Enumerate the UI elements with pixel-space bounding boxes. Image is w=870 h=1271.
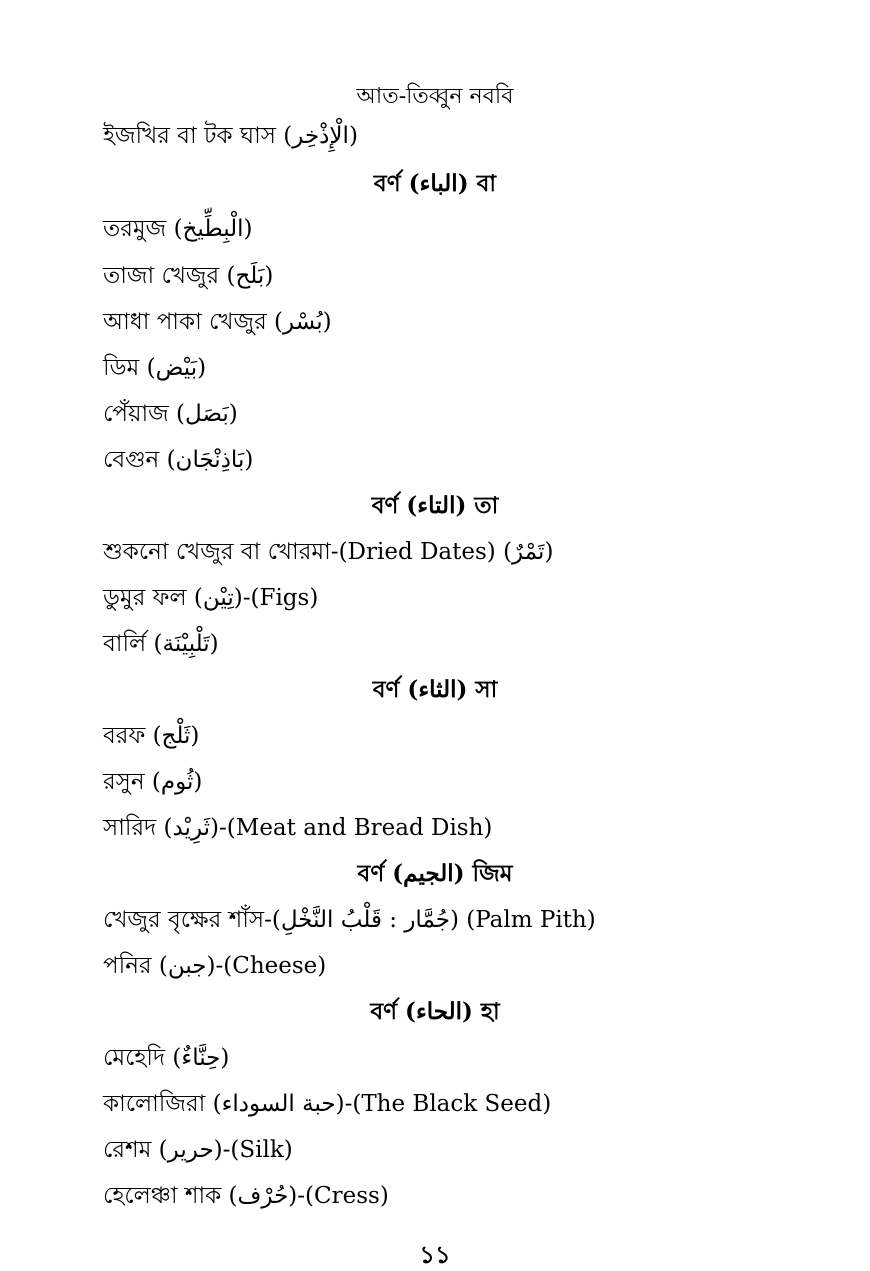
entry-ice: বরফ (ثَلْج) [103,723,200,749]
running-header-title: আত-তিব্বুন নববি [356,84,514,109]
section-heading-tha: বর্ণ (الثاء) সা [372,676,498,703]
entry-watermelon: তরমুজ (الْبِطِّيخ) [103,216,253,242]
entry-henna: মেহেদি (حِنَّاءٌ) [103,1045,230,1071]
entry-onion: পেঁয়াজ (بَصَل) [103,401,238,427]
entry-half-ripe-dates: আধা পাকা খেজুর (بُسْر) [103,309,332,335]
entry-barley: বার্লি (تَلْبِيْنَة) [103,631,219,657]
entry-cress: হেলেঞ্চা শাক (حُرْف)-(Cress) [103,1183,389,1209]
entry-cheese: পনির (جبن)-(Cheese) [103,953,327,979]
section-heading-jim: বর্ণ (الجيم) জিম [357,860,513,887]
section-heading-ba: বর্ণ (الباء) বা [373,170,497,197]
entry-palm-pith: খেজুর বৃক্ষের শাঁস-(جُمَّار : قَلْبُ النَّخْلِ) (Palm Pith) [103,907,596,933]
section-heading-ta: বর্ণ (التاء) তা [371,492,499,519]
entry-egg: ডিম (بَيْض) [103,355,207,381]
entry-fresh-dates: তাজা খেজুর (بَلَح) [103,263,274,289]
entry-garlic: রসুন (ثُوم) [103,769,203,795]
entry-dried-dates: শুকনো খেজুর বা খোরমা-(Dried Dates) (تَمْرٌ) [103,539,554,565]
entry-tharid: সারিদ (ثَرِيْد)-(Meat and Bread Dish) [103,815,493,841]
page-number: ১১ [419,1240,451,1269]
entry-silk: রেশম (حرير)-(Silk) [103,1137,293,1163]
section-heading-ha: বর্ণ (الحاء) হা [370,998,500,1025]
entry-eggplant: বেগুন (بَاذِنْجَان) [103,447,254,473]
entry-izkhir: ইজখির বা টক ঘাস (الْإِذْخِر) [103,123,358,149]
entry-figs: ডুমুর ফল (تِيْن)-(Figs) [103,585,319,611]
entry-black-seed: কালোজিরা (حبة السوداء)-(The Black Seed) [103,1091,552,1117]
